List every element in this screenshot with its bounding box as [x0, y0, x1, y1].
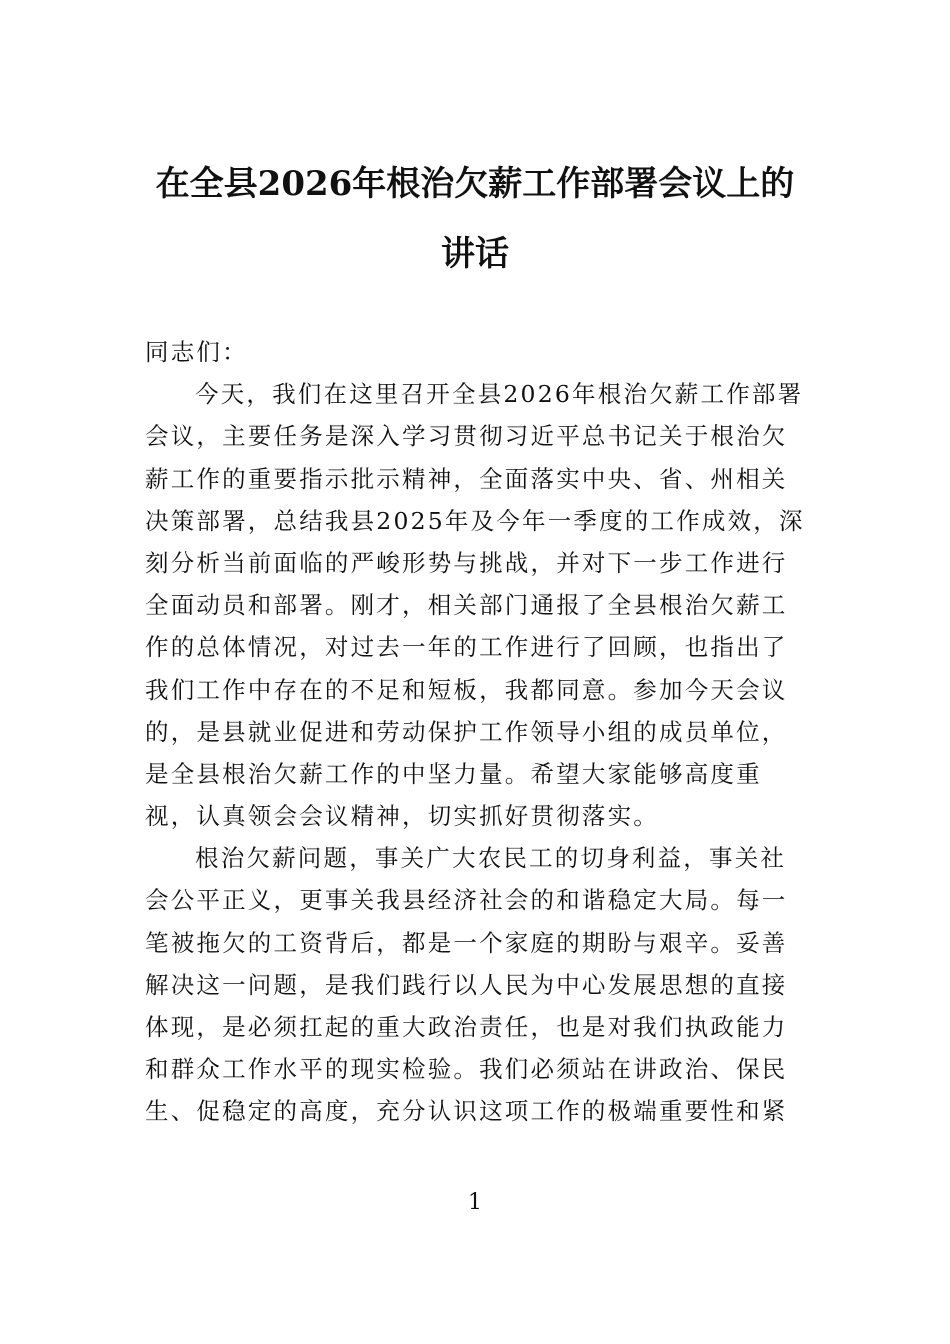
document-title-line-1: 在全县2026年根治欠薪工作部署会议上的	[155, 164, 795, 204]
paragraph-2-line: 笔被拖欠的工资背后，都是一个家庭的期盼与艰辛。妥善	[145, 928, 788, 957]
paragraph-2-line: 生、促稳定的高度，充分认识这项工作的极端重要性和紧	[145, 1097, 788, 1126]
document-title-line-2: 讲话	[441, 234, 509, 274]
page-number: 1	[468, 1190, 482, 1215]
paragraph-1-line: 视，认真领会会议精神，切实抓好贯彻落实。	[145, 802, 659, 831]
paragraph-1-line: 是全县根治欠薪工作的中坚力量。希望大家能够高度重	[145, 759, 762, 788]
paragraph-2-line: 体现，是必须扛起的重大政治责任，也是对我们执政能力	[145, 1013, 788, 1041]
document-body	[145, 331, 805, 1133]
paragraph-1-line: 作的总体情况，对过去一年的工作进行了回顾，也指出了	[145, 633, 788, 662]
paragraph-1-line: 刻分析当前面临的严峻形势与挑战，并对下一步工作进行	[145, 548, 788, 577]
paragraph-1-line: 薪工作的重要指示批示精神，全面落实中央、省、州相关	[145, 464, 788, 493]
paragraph-1-line: 的，是县就业促进和劳动保护工作领导小组的成员单位，	[145, 717, 788, 746]
salutation: 同志们：	[145, 338, 248, 366]
paragraph-1-line: 会议，主要任务是深入学习贯彻习近平总书记关于根治欠	[145, 422, 788, 451]
paragraph-1-line: 今天，我们在这里召开全县2026年根治欠薪工作部署	[195, 380, 804, 409]
paragraph-2-line: 解决这一问题，是我们践行以人民为中心发展思想的直接	[145, 970, 788, 999]
paragraph-1-line: 决策部署，总结我县2025年及今年一季度的工作成效，深	[145, 506, 805, 535]
paragraph-1-line: 我们工作中存在的不足和短板，我都同意。参加今天会议	[145, 675, 788, 704]
paragraph-2-line: 会公平正义，更事关我县经济社会的和谐稳定大局。每一	[145, 886, 788, 915]
paragraph-2-line: 和群众工作水平的现实检验。我们必须站在讲政治、保民	[145, 1055, 788, 1084]
paragraph-2-line: 根治欠薪问题，事关广大农民工的切身利益，事关社	[195, 844, 787, 873]
paragraph-1-line: 全面动员和部署。刚才，相关部门通报了全县根治欠薪工	[145, 591, 788, 620]
